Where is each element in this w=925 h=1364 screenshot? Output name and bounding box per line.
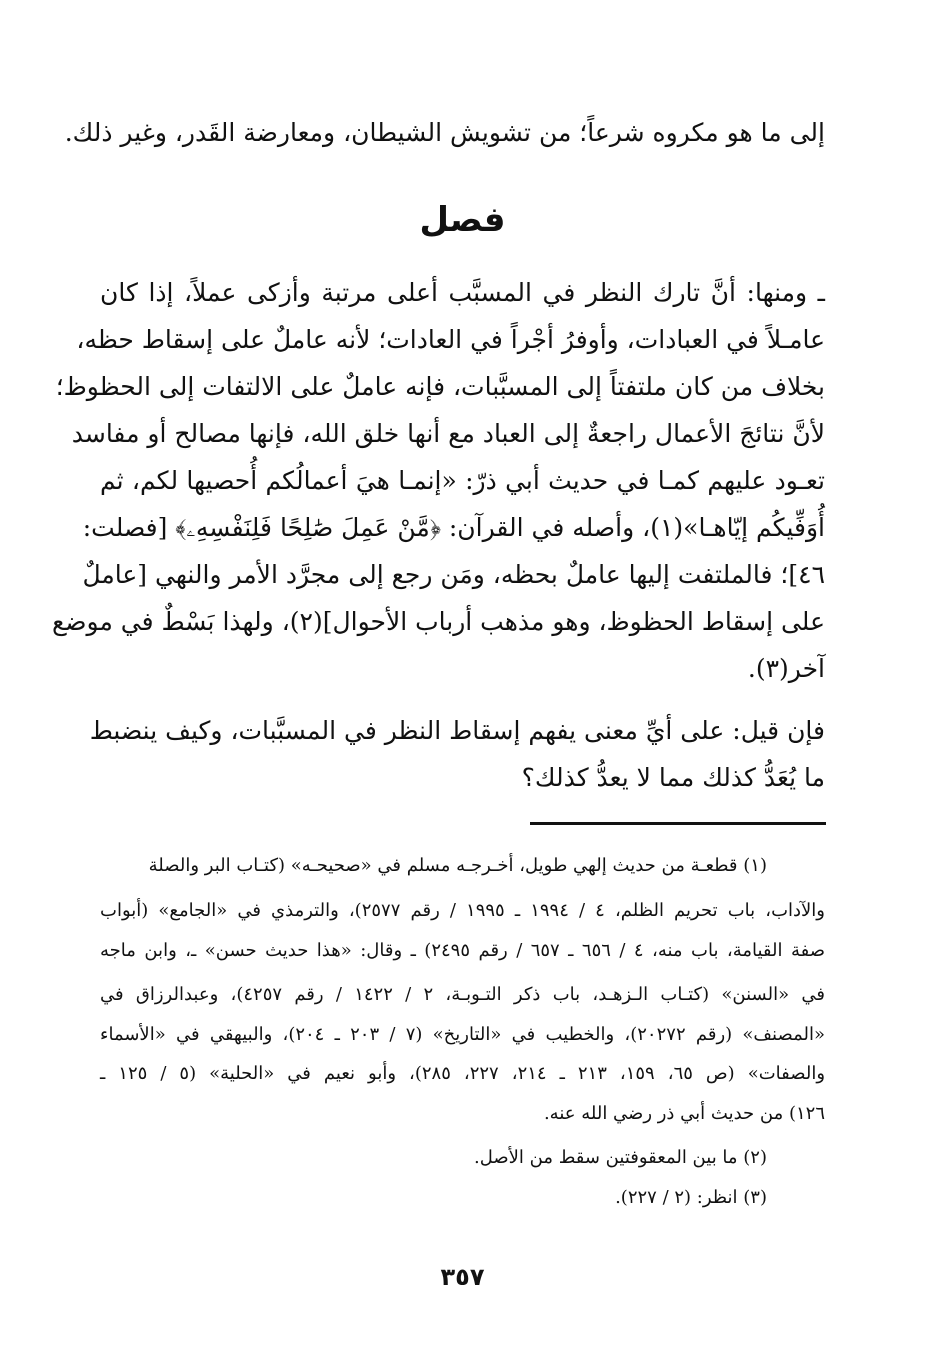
paragraph-1-line: عامـلاً في العبادات، وأوفرُ أجْراً في العادات؛ لأنه عاملٌ على إسقاط حظه، (76, 325, 825, 354)
paragraph-1-line: على إسقاط الحظوظ، وهو مذهب أرباب الأحوال](٢)، ولهذا بَسْطٌ في موضع (52, 607, 825, 636)
footnote-line: ١٢٦) من حديث أبي ذر رضي الله عنه. (543, 1103, 825, 1124)
footnote-line: (٢) ما بين المعقوفتين سقط من الأصل. (474, 1147, 767, 1168)
paragraph-1-line: لأنَّ نتائجَ الأعمال راجعةٌ إلى العباد مع أنها خلق الله، فإنها مصالح أو مفاسد (71, 419, 825, 448)
paragraph-1-line: ـ ومنها: أنَّ تارك النظر في المسبَّب أعلى مرتبة وأزكى عملاً، إذا كان (100, 278, 825, 307)
footnote-line: «المصنف» (رقم ٢٠٢٧٢)، والخطيب في «التاريخ» (٧ / ٢٠٣ ـ ٢٠٤)، والبيهقي في «الأسماء (100, 1024, 825, 1045)
paragraph-1-line: تعـود عليهم كمـا في حديث أبي ذرّ: «إنمـا هيَ أعمالُكم أُحصيها لكم، ثم (100, 466, 825, 495)
footnote-line: صفة القيامة، باب منه، ٤ / ٦٥٦ ـ ٦٥٧ / رقم ٢٤٩٥) ـ وقال: «هذا حديث حسن» ـ، وابن ماجه (100, 940, 826, 961)
footnote-line: (١) قطعـة من حديث إلهي طويل، أخـرجـه مسلم في «صحيحـه» (كتـاب البر والصلة (148, 855, 767, 876)
footnote-line: والآداب، باب تحريم الظلم، ٤ / ١٩٩٤ ـ ١٩٩٥ / رقم ٢٥٧٧)، والترمذي في «الجامع» (أبواب (100, 900, 825, 921)
paragraph-1-line: آخر(٣). (747, 654, 825, 683)
footnote-line: (٣) انظر: (٢ / ٢٢٧). (615, 1187, 767, 1208)
paragraph-2-line: فإن قيل: على أيِّ معنى يفهم إسقاط النظر في المسبَّبات، وكيف ينضبط (89, 716, 825, 745)
paragraph-1-line: ٤٦]؛ فالملتفت إليها عاملٌ بحظه، ومَن رجع إلى مجرَّد الأمر والنهي [عاملٌ (82, 560, 825, 589)
paragraph-1-line: أُوَفِّيكُم إيّاهـا»(١)، وأصله في القرآن: ﴿مَّنْ عَمِلَ صَٰلِحًا فَلِنَفْسِهِۦ﴾ [فصلت: (82, 513, 825, 542)
page-number: ٣٥٧ (440, 1263, 485, 1291)
paragraph-2-line: ما يُعَدُّ كذلك مما لا يعدُّ كذلك؟ (521, 763, 825, 792)
footnote-separator (530, 822, 826, 825)
footnote-line: والصفات» (ص ٦٥، ١٥٩، ٢١٣ ـ ٢١٤، ٢٢٧، ٢٨٥)، وأبو نعيم في «الحلية» (٥ / ١٢٥ ـ (100, 1063, 826, 1084)
intro-line: إلى ما هو مكروه شرعاً؛ من تشويش الشيطان، ومعارضة القَدر، وغير ذلك. (64, 118, 825, 147)
section-heading: فصل (419, 200, 506, 240)
footnote-line: في «السنن» (كتـاب الـزهـد، باب ذكر التـوبـة، ٢ / ١٤٢٢ / رقم ٤٢٥٧)، وعبدالرزاق في (100, 984, 825, 1005)
paragraph-1-line: بخلاف من كان ملتفتاً إلى المسبَّبات، فإنه عاملٌ على الالتفات إلى الحظوظ؛ (55, 372, 825, 401)
